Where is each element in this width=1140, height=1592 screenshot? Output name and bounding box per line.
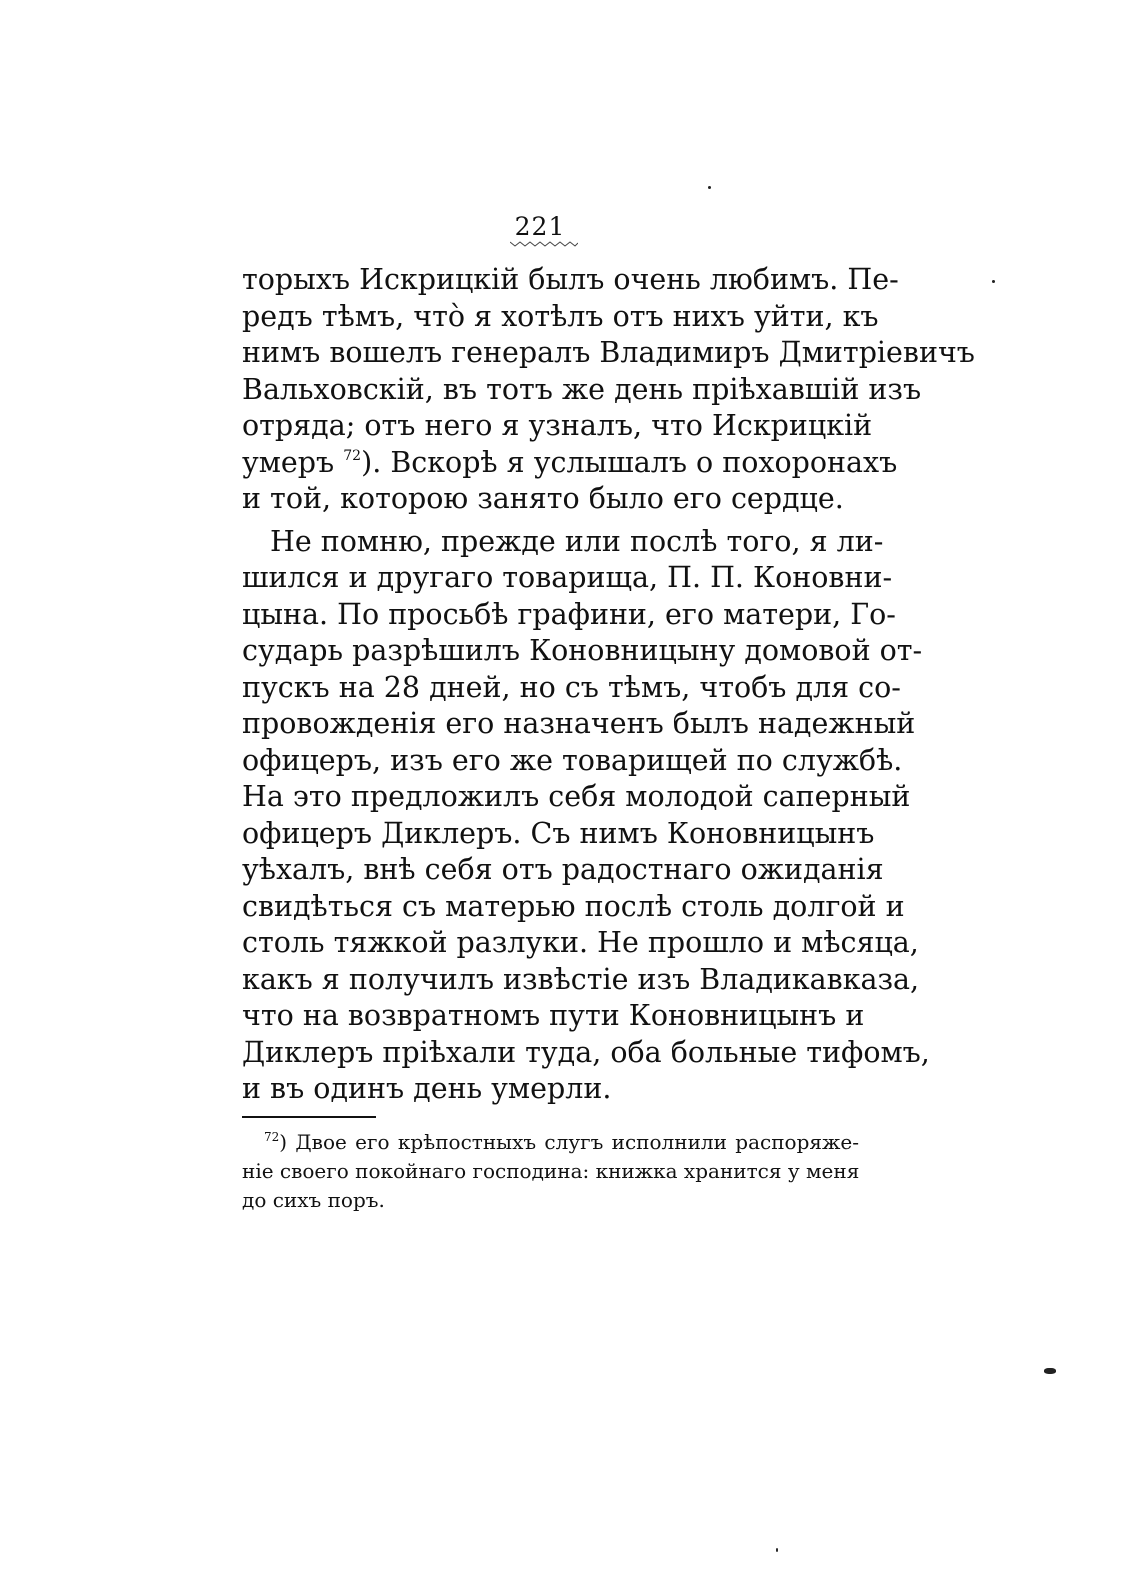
text-line: провожденія его назначенъ былъ надежный [242, 707, 916, 740]
text-line: цына. По просьбѣ графини, его матери, Го- [242, 597, 896, 631]
text-line: что на возвратномъ пути Коновницынъ и [242, 999, 865, 1032]
scan-speck [776, 1548, 778, 1552]
footnote-reference: 72 [343, 447, 362, 464]
text-line: какъ я получилъ извѣстіе изъ Владикавказа, [242, 962, 920, 996]
text-line: нимъ вошелъ генералъ Владимиръ Дмитріевичъ [242, 336, 975, 369]
footnote-text: ) Двое его крѣпостныхъ слугъ исполнили распоряже- [279, 1130, 859, 1154]
text-line: сударь разрѣшилъ Коновницыну домовой от- [242, 634, 923, 667]
footnote-separator [242, 1116, 376, 1118]
text-segment: умеръ [242, 445, 344, 479]
text-line: уѣхалъ, внѣ себя отъ радостнаго ожиданія [242, 853, 884, 886]
scan-speck [708, 186, 711, 189]
footnote-mark: 72 [264, 1130, 280, 1144]
text-line: столь тяжкой разлуки. Не прошло и мѣсяца, [242, 926, 919, 959]
text-line: Вальховскій, въ тотъ же день пріѣхавшій изъ [242, 372, 922, 406]
main-text [242, 262, 975, 1108]
text-line: пускъ на 28 дней, но съ тѣмъ, чтобъ для со- [242, 670, 901, 704]
footnote-line: ніе своего покойнаго господина: книжка хранится у меня [242, 1159, 860, 1183]
text-line: На это предложилъ себя молодой саперный [242, 780, 911, 813]
text-line: шился и другаго товарища, П. П. Коновни- [242, 561, 893, 594]
scan-speck [992, 280, 995, 283]
text-line: и въ одинъ день умерли. [242, 1072, 612, 1105]
text-line: офицеръ Диклеръ. Съ нимъ Коновницынъ [242, 816, 875, 850]
text-line-with-footnote-ref [242, 445, 898, 482]
footnote [242, 1128, 859, 1215]
text-line-indent: Не помню, прежде или послѣ того, я ли- [270, 524, 884, 558]
text-line: торыхъ Искрицкій былъ очень любимъ. Пе- [242, 263, 899, 296]
footnote-line [242, 1128, 859, 1157]
text-line: офицеръ, изъ его же товарищей по службѣ. [242, 743, 903, 777]
text-line: свидѣться съ матерью послѣ столь долгой и [242, 889, 905, 923]
page-number: 221 [514, 212, 566, 241]
scan-speck [1044, 1368, 1056, 1374]
text-line: Диклеръ пріѣхали туда, оба больные тифомъ, [242, 1035, 930, 1069]
page-number-ornament [510, 240, 578, 248]
text-segment: ). Вскорѣ я услышалъ о похоронахъ [361, 445, 898, 479]
footnote-line: до сихъ поръ. [242, 1188, 385, 1212]
text-line: отряда; отъ него я узналъ, что Искрицкій [242, 409, 873, 442]
text-line: и той, которою занято было его сердце. [242, 482, 844, 515]
text-line: редъ тѣмъ, что̀ я хотѣлъ отъ нихъ уйти, къ [242, 299, 879, 333]
